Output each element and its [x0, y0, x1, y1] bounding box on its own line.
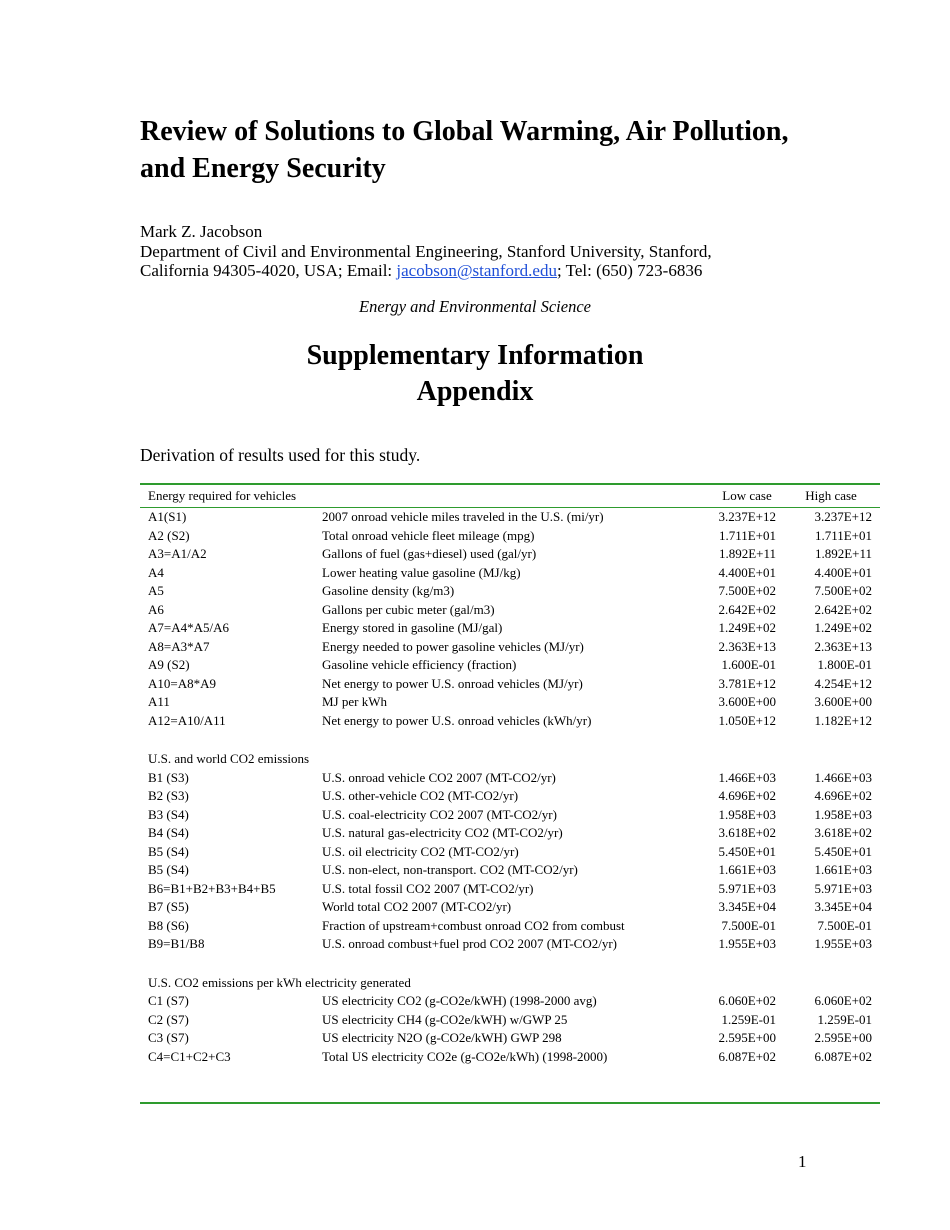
row-low-value: 4.400E+01 [718, 564, 776, 580]
row-description: U.S. total fossil CO2 2007 (MT-CO2/yr) [322, 880, 534, 896]
table-row [140, 675, 880, 694]
table-row [140, 806, 880, 825]
table-row [140, 712, 880, 731]
row-description: Lower heating value gasoline (MJ/kg) [322, 564, 521, 580]
row-description: Gallons per cubic meter (gal/m3) [322, 601, 495, 617]
row-low-value: 1.958E+03 [718, 806, 776, 822]
row-description: Energy needed to power gasoline vehicles (MJ/yr) [322, 638, 584, 654]
row-id: B8 (S6) [148, 917, 189, 933]
results-table [140, 485, 880, 1066]
row-high-value: 5.450E+01 [814, 843, 872, 859]
row-low-value: 3.600E+00 [718, 694, 776, 710]
row-low-value: 3.237E+12 [718, 509, 776, 525]
table-row [140, 935, 880, 954]
row-description: US electricity N2O (g-CO2e/kWH) GWP 298 [322, 1030, 562, 1046]
row-id: C4=C1+C2+C3 [148, 1048, 231, 1064]
row-description: Net energy to power U.S. onroad vehicles (MJ/yr) [322, 675, 583, 691]
row-low-value: 7.500E-01 [721, 917, 776, 933]
header-low-case: Low case [682, 485, 782, 508]
author-name: Mark Z. Jacobson [140, 222, 263, 241]
row-id: A1(S1) [148, 509, 187, 525]
row-low-value: 2.642E+02 [718, 601, 776, 617]
row-high-value: 3.600E+00 [814, 694, 872, 710]
affiliation-line-1: Department of Civil and Environmental Engineering, Stanford University, Stanford, [140, 241, 712, 261]
row-description: Fraction of upstream+combust onroad CO2 from combust [322, 917, 625, 933]
row-low-value: 3.781E+12 [718, 675, 776, 691]
row-id: A11 [148, 694, 170, 710]
table-row [140, 508, 880, 527]
row-id: B6=B1+B2+B3+B4+B5 [148, 880, 276, 896]
affiliation-suffix: ; Tel: (650) 723-6836 [556, 261, 703, 280]
table-spacer [140, 954, 880, 974]
header-high-case: High case [782, 485, 880, 508]
row-high-value: 2.363E+13 [814, 638, 872, 654]
row-description: U.S. onroad combust+fuel prod CO2 2007 (MT-CO2/yr) [322, 936, 617, 952]
affiliation-line-2 [140, 261, 840, 281]
table-row [140, 1011, 880, 1030]
row-description: U.S. other-vehicle CO2 (MT-CO2/yr) [322, 788, 519, 804]
row-low-value: 1.955E+03 [718, 936, 776, 952]
table-spacer [140, 730, 880, 750]
row-high-value: 4.400E+01 [814, 564, 872, 580]
row-low-value: 1.600E-01 [721, 657, 776, 673]
table-row [140, 1029, 880, 1048]
row-id: B3 (S4) [148, 806, 189, 822]
table-row [140, 880, 880, 899]
row-low-value: 3.345E+04 [718, 899, 776, 915]
page-number: 1 [798, 1152, 807, 1171]
row-id: A4 [148, 564, 164, 580]
row-description: Gallons of fuel (gas+diesel) used (gal/yr) [322, 546, 537, 562]
row-description: U.S. natural gas-electricity CO2 (MT-CO2/yr) [322, 825, 563, 841]
row-high-value: 6.060E+02 [814, 993, 872, 1009]
row-low-value: 1.711E+01 [718, 527, 776, 543]
table-row [140, 861, 880, 880]
row-description: MJ per kWh [322, 694, 387, 710]
row-high-value: 1.711E+01 [814, 527, 872, 543]
table-row [140, 545, 880, 564]
row-description: Gasoline vehicle efficiency (fraction) [322, 657, 517, 673]
row-high-value: 3.237E+12 [814, 509, 872, 525]
header-section-label: Energy required for vehicles [140, 485, 682, 508]
row-low-value: 7.500E+02 [718, 583, 776, 599]
table-row [140, 564, 880, 583]
row-low-value: 1.466E+03 [718, 769, 776, 785]
journal-name: Energy and Environmental Science [359, 297, 591, 316]
table-row [140, 656, 880, 675]
email-link[interactable]: jacobson@stanford.edu [396, 261, 557, 280]
table-row [140, 693, 880, 712]
table-row [140, 769, 880, 788]
row-description: U.S. non-elect, non-transport. CO2 (MT-CO2/yr) [322, 862, 578, 878]
table-row [140, 992, 880, 1011]
row-high-value: 1.259E-01 [817, 1011, 872, 1027]
row-id: A5 [148, 583, 164, 599]
table-row [140, 1048, 880, 1067]
row-id: C3 (S7) [148, 1030, 189, 1046]
supplementary-title [0, 338, 950, 410]
row-high-value: 1.958E+03 [814, 806, 872, 822]
row-high-value: 2.642E+02 [814, 601, 872, 617]
row-high-value: 1.661E+03 [814, 862, 872, 878]
table-row [140, 787, 880, 806]
table-row [140, 619, 880, 638]
row-description: Total US electricity CO2e (g-CO2e/kWh) (1998-2000) [322, 1048, 608, 1064]
row-low-value: 4.696E+02 [718, 788, 776, 804]
table-header-row [140, 485, 880, 508]
results-table-wrapper [140, 483, 880, 1066]
row-low-value: 1.249E+02 [718, 620, 776, 636]
table-row [140, 582, 880, 601]
si-title-line-1: Supplementary Information [306, 340, 644, 371]
table-bottom-rule [140, 1102, 880, 1104]
row-low-value: 3.618E+02 [718, 825, 776, 841]
section-heading-text: U.S. CO2 emissions per kWh electricity generated [148, 974, 411, 990]
row-description: US electricity CO2 (g-CO2e/kWH) (1998-2000 avg) [322, 993, 597, 1009]
row-id: B9=B1/B8 [148, 936, 205, 952]
row-high-value: 6.087E+02 [814, 1048, 872, 1064]
row-low-value: 5.450E+01 [718, 843, 776, 859]
row-id: C1 (S7) [148, 993, 189, 1009]
row-high-value: 7.500E+02 [814, 583, 872, 599]
row-id: C2 (S7) [148, 1011, 189, 1027]
row-id: A2 (S2) [148, 527, 190, 543]
row-description: U.S. oil electricity CO2 (MT-CO2/yr) [322, 843, 519, 859]
table-section-heading [140, 974, 880, 993]
row-low-value: 1.050E+12 [718, 712, 776, 728]
row-low-value: 5.971E+03 [718, 880, 776, 896]
row-id: A8=A3*A7 [148, 638, 210, 654]
section-heading-text: U.S. and world CO2 emissions [148, 751, 310, 767]
row-id: A6 [148, 601, 164, 617]
row-description: Total onroad vehicle fleet mileage (mpg) [322, 527, 535, 543]
row-high-value: 1.466E+03 [814, 769, 872, 785]
table-row [140, 898, 880, 917]
paper-title: Review of Solutions to Global Warming, Air Pollution, and Energy Security [140, 116, 789, 184]
row-description: Gasoline density (kg/m3) [322, 583, 455, 599]
row-high-value: 1.182E+12 [814, 712, 872, 728]
row-high-value: 1.955E+03 [814, 936, 872, 952]
row-low-value: 6.060E+02 [718, 993, 776, 1009]
row-id: B5 (S4) [148, 862, 189, 878]
row-high-value: 4.696E+02 [814, 788, 872, 804]
row-id: A10=A8*A9 [148, 675, 216, 691]
row-id: B7 (S5) [148, 899, 189, 915]
table-section-heading [140, 750, 880, 769]
row-low-value: 1.661E+03 [718, 862, 776, 878]
intro-text: Derivation of results used for this study. [140, 445, 421, 465]
row-low-value: 2.363E+13 [718, 638, 776, 654]
row-description: US electricity CH4 (g-CO2e/kWH) w/GWP 25 [322, 1011, 568, 1027]
row-id: B4 (S4) [148, 825, 189, 841]
row-id: A7=A4*A5/A6 [148, 620, 229, 636]
row-high-value: 3.618E+02 [814, 825, 872, 841]
row-description: 2007 onroad vehicle miles traveled in the U.S. (mi/yr) [322, 509, 604, 525]
row-high-value: 1.249E+02 [814, 620, 872, 636]
row-low-value: 1.892E+11 [718, 546, 776, 562]
si-title-line-2: Appendix [416, 376, 534, 407]
table-row [140, 638, 880, 657]
row-description: World total CO2 2007 (MT-CO2/yr) [322, 899, 512, 915]
row-id: A9 (S2) [148, 657, 190, 673]
author-block [140, 222, 840, 281]
row-description: U.S. coal-electricity CO2 2007 (MT-CO2/yr) [322, 806, 557, 822]
table-row [140, 824, 880, 843]
row-low-value: 1.259E-01 [721, 1011, 776, 1027]
row-id: B2 (S3) [148, 788, 189, 804]
row-id: A3=A1/A2 [148, 546, 207, 562]
row-id: B1 (S3) [148, 769, 189, 785]
row-high-value: 2.595E+00 [814, 1030, 872, 1046]
row-high-value: 3.345E+04 [814, 899, 872, 915]
row-description: Net energy to power U.S. onroad vehicles (kWh/yr) [322, 712, 592, 728]
row-high-value: 7.500E-01 [817, 917, 872, 933]
affiliation-prefix: California 94305-4020, USA; Email: [140, 261, 397, 280]
row-description: Energy stored in gasoline (MJ/gal) [322, 620, 503, 636]
row-id: B5 (S4) [148, 843, 189, 859]
table-row [140, 527, 880, 546]
row-high-value: 1.800E-01 [817, 657, 872, 673]
table-row [140, 917, 880, 936]
table-row [140, 601, 880, 620]
table-row [140, 843, 880, 862]
row-low-value: 2.595E+00 [718, 1030, 776, 1046]
row-high-value: 5.971E+03 [814, 880, 872, 896]
row-high-value: 1.892E+11 [814, 546, 872, 562]
row-id: A12=A10/A11 [148, 712, 226, 728]
row-low-value: 6.087E+02 [718, 1048, 776, 1064]
row-description: U.S. onroad vehicle CO2 2007 (MT-CO2/yr) [322, 769, 556, 785]
row-high-value: 4.254E+12 [814, 675, 872, 691]
